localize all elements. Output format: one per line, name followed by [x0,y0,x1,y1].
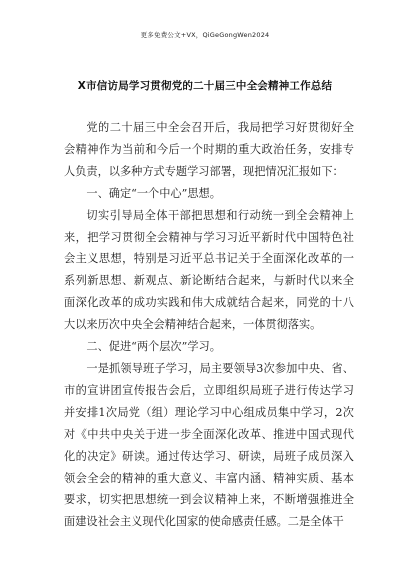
section-2-heading: 二、促进“两个层次”学习。 [86,340,221,354]
section-2-paragraph: 一是抓领导班子学习，局主要领导3次参加中央、省、市的宣讲团宣传报告会后，立即组织局班子进行传达学习并安排1次局党（组）理论学习中心组成员集中学习，2次对《中共中央关于进一步全面深化改革、推进中国式现代化的决定》研读。通过传达学习、研读，局班子成员深入领会全会的精神的重大意义、丰富内涵、精神实质、基本要求，切实把思想统一到会议精神上来，不断增强推进全面建设社会主义现代化国家的使命感责任感。二是全体干 [64,361,354,529]
document-title: X市信访局学习贯彻党的二十届三中全会精神工作总结 [77,80,333,92]
intro-paragraph: 党的二十届三中全会召开后，我局把学习好贯彻好全会精神作为当前和今后一个时期的重大政治任务，安排专人负责，以多种方式专题学习部署，现把情况汇报如下： [64,121,354,178]
page-header: 更多免费公文+VX，QiGeGongWen2024 [140,31,270,39]
section-1-heading: 一、确定“一个中心”思想。 [86,186,221,200]
document-body [64,117,354,533]
section-1-paragraph: 切实引导局全体干部把思想和行动统一到全会精神上来，把学习贯彻全会精神与学习习近平新时代中国特色社会主义思想，特别是习近平总书记关于全面深化改革的一系列新思想、新观点、新论断结合起来，与新时代以来全面深化改革的成功实践和伟大成就结合起来，同党的十八大以来历次中央全会精神结合起来，一体贯彻落实。 [64,208,354,332]
